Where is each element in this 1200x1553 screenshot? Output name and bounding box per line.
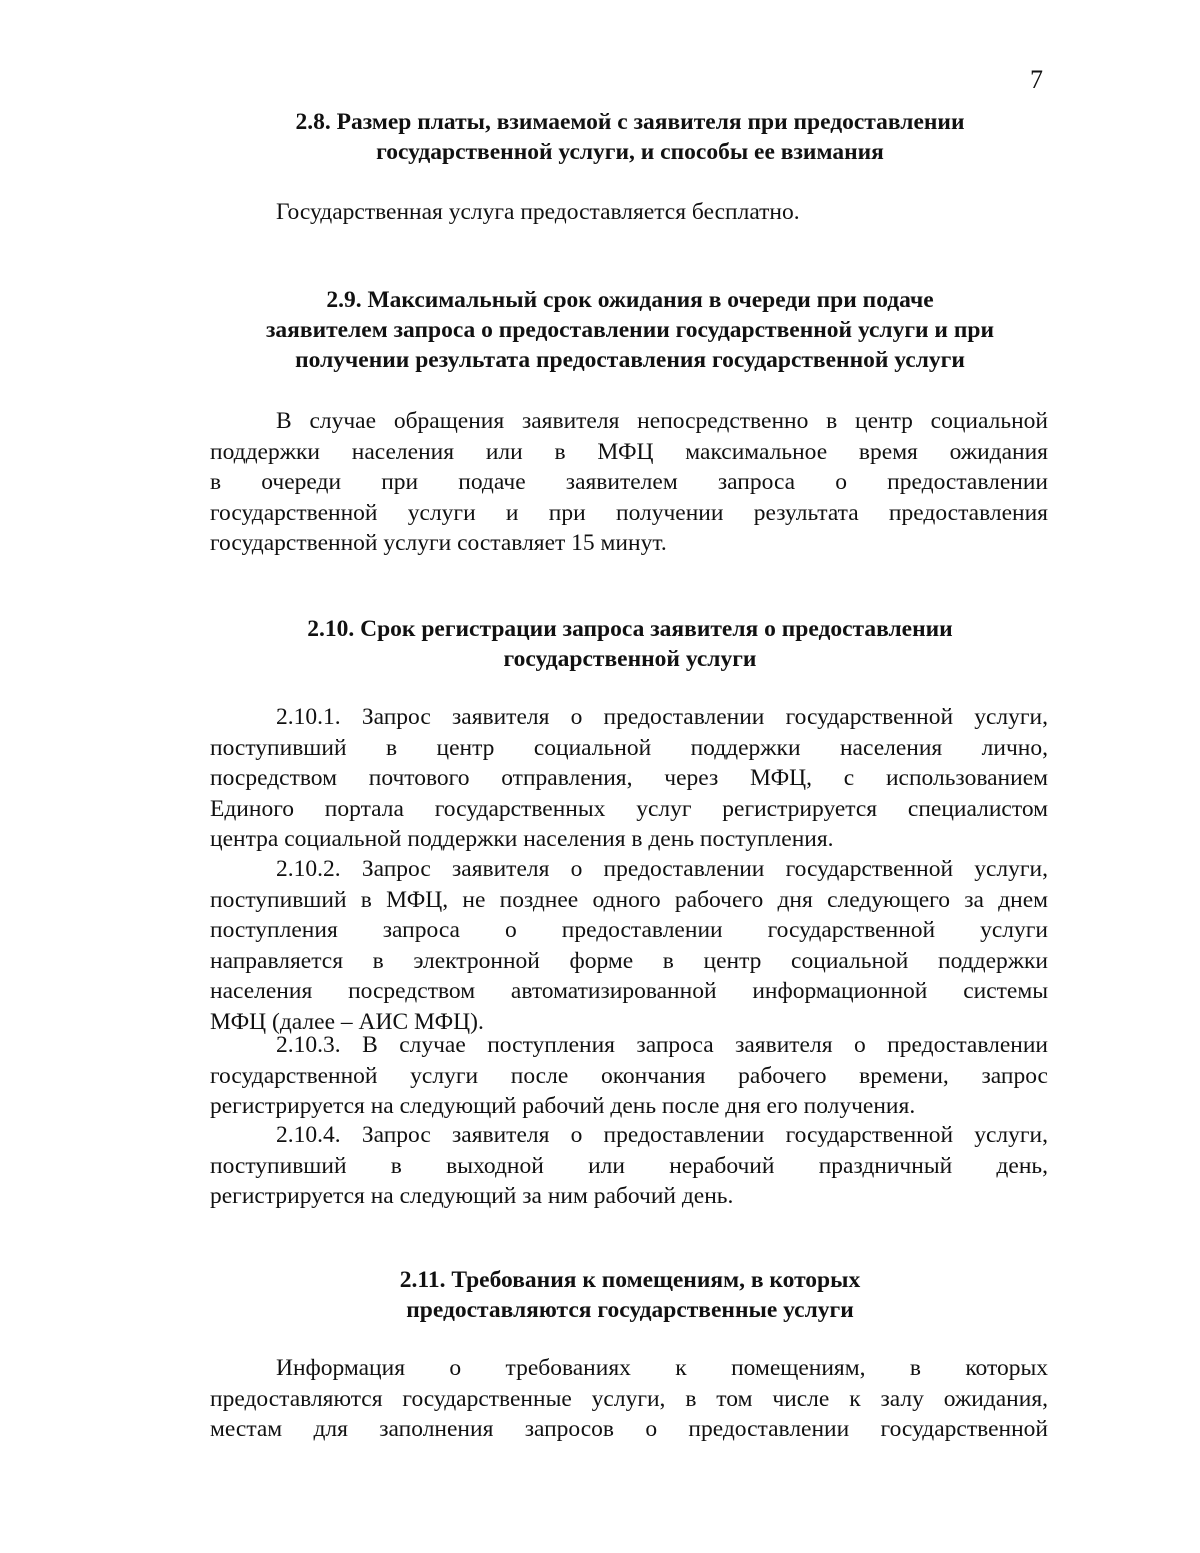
section-heading-2-11 (200, 1265, 1060, 1325)
paragraph-line: поступивший в выходной или нерабочий праздничный день, (210, 1152, 1048, 1179)
paragraph-line: В случае обращения заявителя непосредственно в центр социальной (276, 408, 1048, 434)
paragraph-line: государственной услуги и при получении результата предоставления (210, 499, 1048, 526)
section-heading-2-8 (200, 107, 1060, 167)
heading-line: 2.8. Размер платы, взимаемой с заявителя при предоставлении (295, 109, 965, 135)
paragraph-2-11 (210, 1353, 1048, 1445)
paragraph-line: предоставляются государственные услуги, в том числе к залу ожидания, (210, 1385, 1048, 1412)
heading-line: государственной услуги (503, 646, 757, 672)
paragraph-line: поддержки населения или в МФЦ максимальное время ожидания (210, 438, 1048, 465)
paragraph-2-10-2 (210, 854, 1048, 1037)
paragraph-2-9 (210, 406, 1048, 559)
paragraph-line: регистрируется на следующий за ним рабочий день. (210, 1183, 734, 1209)
paragraph-line: государственной услуги после окончания рабочего времени, запрос (210, 1062, 1048, 1089)
paragraph-line: местам для заполнения запросов о предоставлении государственной (210, 1416, 1048, 1442)
paragraph-2-8 (210, 197, 1048, 228)
paragraph-line: 2.10.4. Запрос заявителя о предоставлении государственной услуги, (276, 1122, 1048, 1148)
paragraph-line: Единого портала государственных услуг регистрируется специалистом (210, 795, 1048, 822)
paragraph-line: центра социальной поддержки населения в день поступления. (210, 826, 834, 852)
section-heading-2-9 (200, 285, 1060, 375)
paragraph-line: 2.10.1. Запрос заявителя о предоставлении государственной услуги, (276, 704, 1048, 730)
paragraph-line: в очереди при подаче заявителем запроса о предоставлении (210, 469, 1048, 495)
paragraph-2-10-3 (210, 1030, 1048, 1122)
paragraph-line: МФЦ (далее – АИС МФЦ). (210, 1008, 484, 1035)
paragraph-line: посредством почтового отправления, через МФЦ, с использованием (210, 765, 1048, 791)
paragraph-line: поступивший в центр социальной поддержки населения лично, (210, 734, 1048, 761)
paragraph-line: поступивший в МФЦ, не позднее одного рабочего дня следующего за днем (210, 886, 1048, 913)
paragraph-2-10-1 (210, 702, 1048, 855)
paragraph-line: населения посредством автоматизированной информационной системы (210, 978, 1048, 1004)
paragraph-line: 2.10.3. В случае поступления запроса заявителя о предоставлении (276, 1032, 1048, 1058)
heading-line: предоставляются государственные услуги (406, 1297, 854, 1323)
paragraph-line: направляется в электронной форме в центр социальной поддержки (210, 947, 1048, 974)
heading-line: 2.10. Срок регистрации запроса заявителя о предоставлении (307, 616, 953, 642)
paragraph-line: регистрируется на следующий рабочий день после дня его получения. (210, 1093, 916, 1119)
heading-line: получении результата предоставления государственной услуги (295, 347, 965, 373)
paragraph-2-10-4 (210, 1120, 1048, 1212)
heading-line: 2.9. Максимальный срок ожидания в очереди при подаче (326, 287, 934, 313)
paragraph-line: поступления запроса о предоставлении государственной услуги (210, 917, 1048, 943)
heading-line: 2.11. Требования к помещениям, в которых (399, 1267, 861, 1293)
heading-line: заявителем запроса о предоставлении государственной услуги и при (265, 317, 994, 343)
paragraph-line: 2.10.2. Запрос заявителя о предоставлении государственной услуги, (276, 856, 1048, 882)
paragraph-line: Информация о требованиях к помещениям, в которых (276, 1355, 1048, 1381)
section-heading-2-10 (200, 614, 1060, 674)
heading-line: государственной услуги, и способы ее взимания (376, 139, 884, 165)
paragraph-line: Государственная услуга предоставляется бесплатно. (276, 199, 800, 225)
page-number: 7 (1030, 65, 1043, 94)
paragraph-line: государственной услуги составляет 15 минут. (210, 530, 667, 556)
